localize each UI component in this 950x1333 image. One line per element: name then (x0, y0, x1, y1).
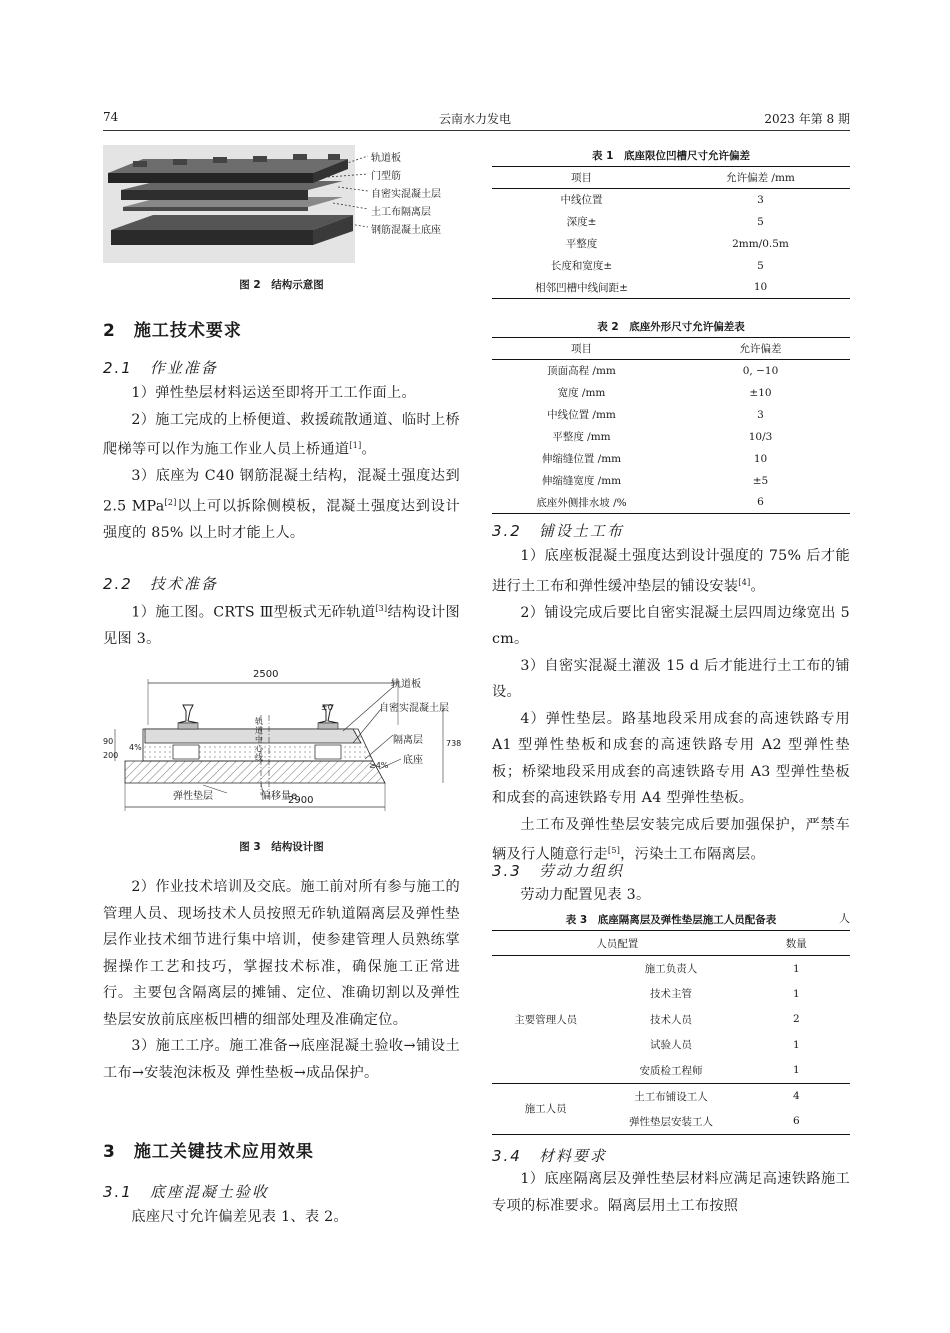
figure-3-caption: 图 3 结构设计图 (239, 841, 324, 853)
table-row: 底座外侧排水坡 /% 6 (492, 492, 850, 514)
section-3-1-body (103, 1204, 460, 1231)
section-2-title: 2 施工技术要求 (103, 321, 242, 341)
section-3-2-title: 3.2 铺设土工布 (492, 522, 624, 540)
paragraph: 劳动力配置见表 3。 (520, 887, 651, 903)
table-row: 安质检工程师 1 (492, 1058, 850, 1084)
table-row: 主要管理人员 施工负责人 1 (492, 956, 850, 982)
table-3-caption: 表 3 底座隔离层及弹性垫层施工人员配备表 (565, 914, 777, 926)
section-3-4-title: 3.4 材料要求 (492, 1147, 607, 1165)
table-row: 伸缩缝宽度 /mm ±5 (541, 474, 769, 487)
table-row: 技术人员 2 (649, 1013, 800, 1026)
paragraph: 4）弹性垫层。路基地段采用成套的高速铁路专用 A1 型弹性垫板和成套的高速铁路专用 A2 型弹性垫板；桥梁地段采用成套的高速铁路专用 A3 型弹性垫板和成套的高速铁路专用 A4 型弹性垫板。 (492, 710, 850, 807)
paragraph: 2）铺设完成后要比自密实混凝土层四周边缘宽出 5 cm。 (492, 604, 850, 648)
label-scc-layer: 自密实混凝土层 (371, 189, 441, 200)
label-rc-base: 钢筋混凝土底座 (371, 225, 441, 236)
table-row: 施工人员 土工布铺设工人 4 (492, 1083, 850, 1109)
table-header: 项目 (571, 172, 592, 184)
table-row: 深度± 5 (566, 215, 764, 228)
paragraph: 1）弹性垫层材料运送至即将开工工作面上。 (131, 385, 416, 401)
paragraph: 2）施工完成的上桥便道、救援疏散通道、临时上桥爬梯等可以作为施工作业人员上桥通道[1]。 (103, 411, 460, 458)
label-track-slab: 轨道板 (391, 679, 421, 690)
section-2-2-body (103, 596, 460, 653)
zero-mark: ±0 (321, 703, 333, 712)
dim-top: 2500 (253, 669, 279, 680)
table-row: 顶面高程 /mm 0, −10 (547, 364, 779, 378)
table-header: 允许偏差 (739, 343, 782, 355)
issue-label: 2023 年第 8 期 (764, 112, 850, 126)
label-track-center: 轨道中心线 (255, 717, 263, 762)
section-2-1-title: 2.1 作业准备 (103, 359, 218, 377)
section-3-2-body (492, 543, 850, 868)
slope-left: 4% (129, 743, 142, 752)
dim-right: 738 (446, 739, 462, 748)
section-3-3-body (492, 882, 850, 909)
label-track-slab: 轨道板 (371, 153, 401, 164)
paragraph: 2）作业技术培训及交底。施工前对所有参与施工的管理人员、现场技术人员按照无砟轨道隔离层及弹性垫层作业技术细节进行集中培训，使参建管理人员熟练掌握操作工艺和技巧，掌握技术标准，确保施工正常进行。主要包含隔离层的摊铺、定位、准确切割以及弹性垫层安放前底座板凹槽的细部处理及准确定位。 (103, 879, 460, 1028)
paragraph: 土工布及弹性垫层安装完成后要加强保护，严禁车辆及行人随意行走[5]，污染土工布隔离层。 (492, 816, 850, 863)
table-row: 长度和宽度± 5 (550, 259, 764, 272)
table-2-caption: 表 2 底座外形尺寸允许偏差表 (597, 321, 745, 333)
table-row: 平整度 2mm/0.5m (565, 237, 789, 250)
table-row: 相邻凹槽中线间距± 10 (492, 277, 850, 299)
label-offset: 偏移量e (261, 791, 298, 802)
figure-2-caption: 图 2 结构示意图 (239, 279, 324, 291)
table-3-unit: 人 (839, 912, 850, 925)
figure-2 (103, 145, 460, 265)
table-header: 人员配置 (596, 937, 639, 950)
paragraph: 1）底座板混凝土强度达到设计强度的 75% 后才能进行土工布和弹性缓冲垫层的铺设安装[4]。 (492, 548, 850, 595)
paragraph: 底座尺寸允许偏差见表 1、表 2。 (131, 1209, 349, 1225)
section-2-2-body-cont (103, 874, 460, 1086)
table-row: 试验人员 1 (649, 1038, 800, 1052)
table-row: 弹性垫层安装工人 6 (492, 1109, 850, 1135)
figure-3 (103, 665, 460, 825)
paragraph: 1）底座隔离层及弹性垫层材料应满足高速铁路施工专项的标准要求。隔离层用土工布按照 (492, 1171, 850, 1214)
table-1 (492, 166, 850, 299)
table-header: 项目 (571, 343, 592, 355)
table-header: 数量 (785, 937, 807, 950)
table-row: 技术主管 1 (649, 987, 800, 1001)
label-geotextile: 土工布隔离层 (371, 207, 431, 218)
table-2 (492, 337, 850, 514)
journal-name: 云南水力发电 (438, 112, 511, 126)
section-2-2-title: 2.2 技术准备 (103, 575, 218, 593)
paragraph: 3）自密实混凝土灌汲 15 d 后才能进行土工布的铺设。 (492, 657, 850, 701)
table-row: 伸缩缝位置 /mm 10 (541, 452, 768, 465)
section-2-1-body (103, 380, 460, 546)
section-3-4-body (492, 1166, 850, 1219)
label-elastic-pad: 弹性垫层 (173, 791, 213, 802)
table-header: 允许偏差 /mm (726, 172, 795, 184)
dim-left-a: 90 (103, 737, 114, 746)
table-row: 中线位置 3 (560, 193, 764, 207)
slope-right: ≥4% (369, 761, 389, 770)
paragraph: 1）施工图。CRTS Ⅲ型板式无砟轨道[3]结构设计图见图 3。 (103, 604, 460, 648)
table-row: 宽度 /mm ±10 (557, 386, 772, 399)
label-isolation-layer: 隔离层 (393, 735, 423, 746)
section-3-title: 3 施工关键技术应用效果 (103, 1142, 314, 1162)
table-row: 平整度 /mm 10/3 (552, 430, 773, 443)
table-row: 中线位置 /mm 3 (547, 408, 764, 421)
label-door-rebar: 门型筋 (371, 171, 401, 182)
label-scc-layer: 自密实混凝土层 (379, 703, 449, 714)
section-3-3-title: 3.3 劳动力组织 (492, 862, 624, 880)
section-3-1-title: 3.1 底座混凝土验收 (103, 1183, 269, 1201)
paragraph: 3）底座为 C40 钢筋混凝土结构，混凝土强度达到 2.5 MPa[2]以上可以拆除侧模板，混凝土强度达到设计强度的 85% 以上时才能上人。 (103, 468, 460, 541)
table-3 (492, 930, 850, 1135)
dim-bottom: 2900 (288, 795, 314, 806)
label-base: 底座 (403, 755, 423, 766)
dim-left-b: 200 (103, 751, 119, 760)
group-cell: 施工人员 (492, 1083, 599, 1134)
table-1-caption: 表 1 底座限位凹槽尺寸允许偏差 (592, 150, 750, 162)
paragraph: 3）施工工序。施工准备→底座混凝土验收→铺设土工布→安装泡沫板及 弹性垫板→成品保护。 (103, 1038, 460, 1081)
page-number: 74 (103, 110, 119, 124)
group-cell: 主要管理人员 (492, 956, 599, 1084)
header-rule (103, 130, 850, 131)
